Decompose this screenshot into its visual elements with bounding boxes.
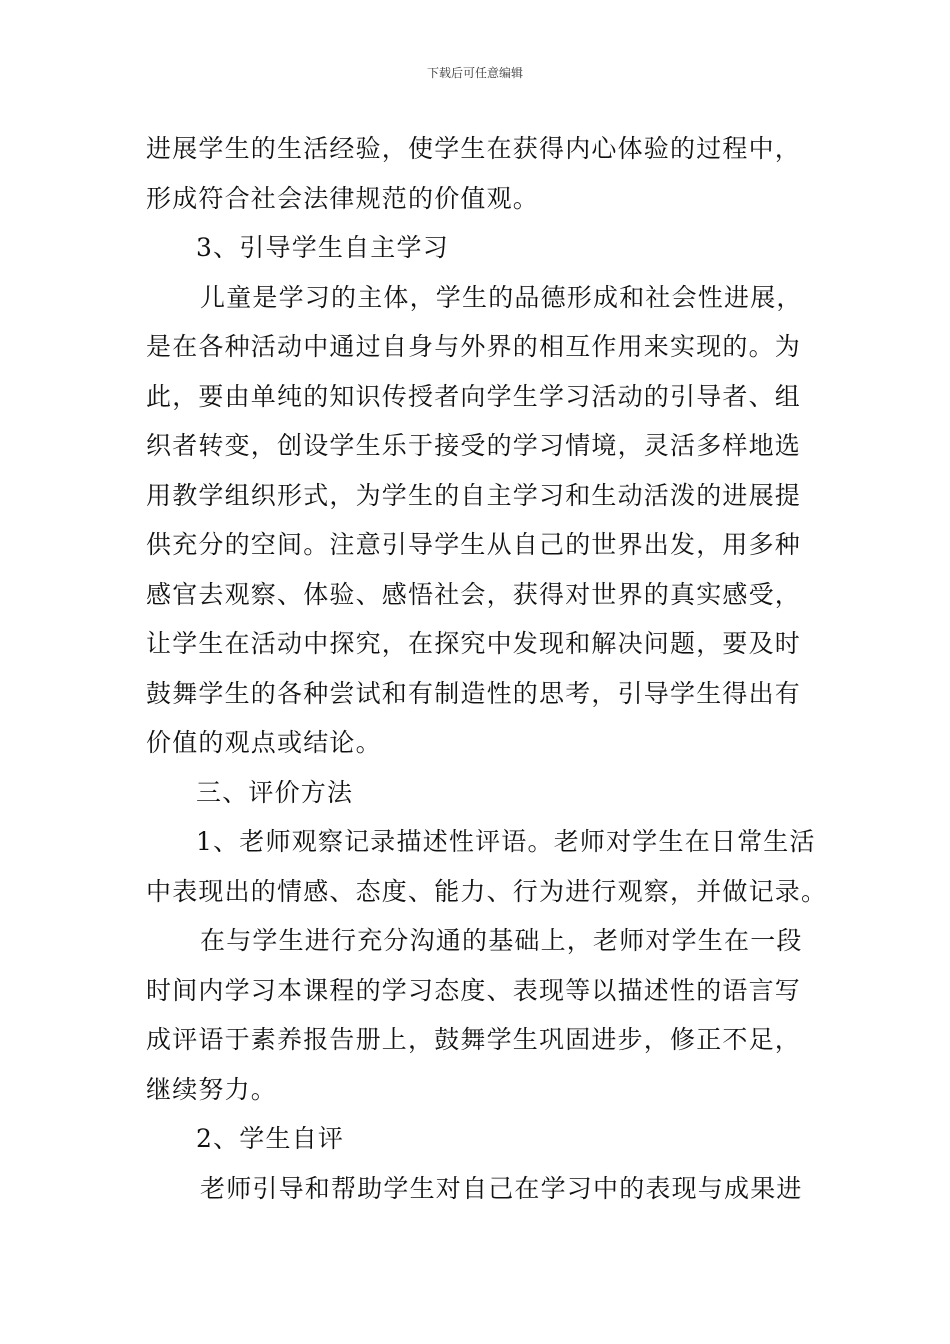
body-line: 织者转变，创设学生乐于接受的学习情境，灵活多样地选 xyxy=(146,431,802,460)
document-body xyxy=(146,124,828,1213)
section-heading: 3、引导学生自主学习 xyxy=(196,233,449,262)
body-line: 成评语于素养报告册上，鼓舞学生巩固进步，修正不足， xyxy=(146,1025,802,1054)
body-line: 此，要由单纯的知识传授者向学生学习活动的引导者、组 xyxy=(146,381,802,411)
body-line: 进展学生的生活经验，使学生在获得内心体验的过程中， xyxy=(146,134,802,163)
body-line: 时间内学习本课程的学习态度、表现等以描述性的语言写 xyxy=(146,975,802,1005)
section-heading: 2、学生自评 xyxy=(196,1124,345,1153)
body-line: 鼓舞学生的各种尝试和有制造性的思考，引导学生得出有 xyxy=(146,678,802,708)
body-line: 形成符合社会法律规范的价值观。 xyxy=(146,183,540,213)
body-line: 中表现出的情感、态度、能力、行为进行观察，并做记录。 xyxy=(146,876,828,906)
body-line: 用教学组织形式，为学生的自主学习和生动活泼的进展提 xyxy=(146,480,802,510)
section-heading: 三、评价方法 xyxy=(196,777,354,807)
body-line: 儿童是学习的主体，学生的品德形成和社会性进展， xyxy=(200,282,803,312)
body-line: 价值的观点或结论。 xyxy=(146,728,382,757)
body-line: 供充分的空间。注意引导学生从自己的世界出发，用多种 xyxy=(146,530,802,559)
body-line: 让学生在活动中探究，在探究中发现和解决问题，要及时 xyxy=(146,629,802,658)
page-header: 下载后可任意编辑 xyxy=(426,66,523,80)
body-line: 老师引导和帮助学生对自己在学习中的表现与成果进 xyxy=(200,1173,803,1203)
body-line: 在与学生进行充分沟通的基础上，老师对学生在一段 xyxy=(200,926,803,955)
body-line: 是在各种活动中通过自身与外界的相互作用来实现的。为 xyxy=(146,332,802,361)
body-line: 1、老师观察记录描述性评语。老师对学生在日常生活 xyxy=(196,827,816,856)
body-line: 感官去观察、体验、感悟社会，获得对世界的真实感受， xyxy=(146,579,802,609)
body-line: 继续努力。 xyxy=(146,1074,278,1104)
